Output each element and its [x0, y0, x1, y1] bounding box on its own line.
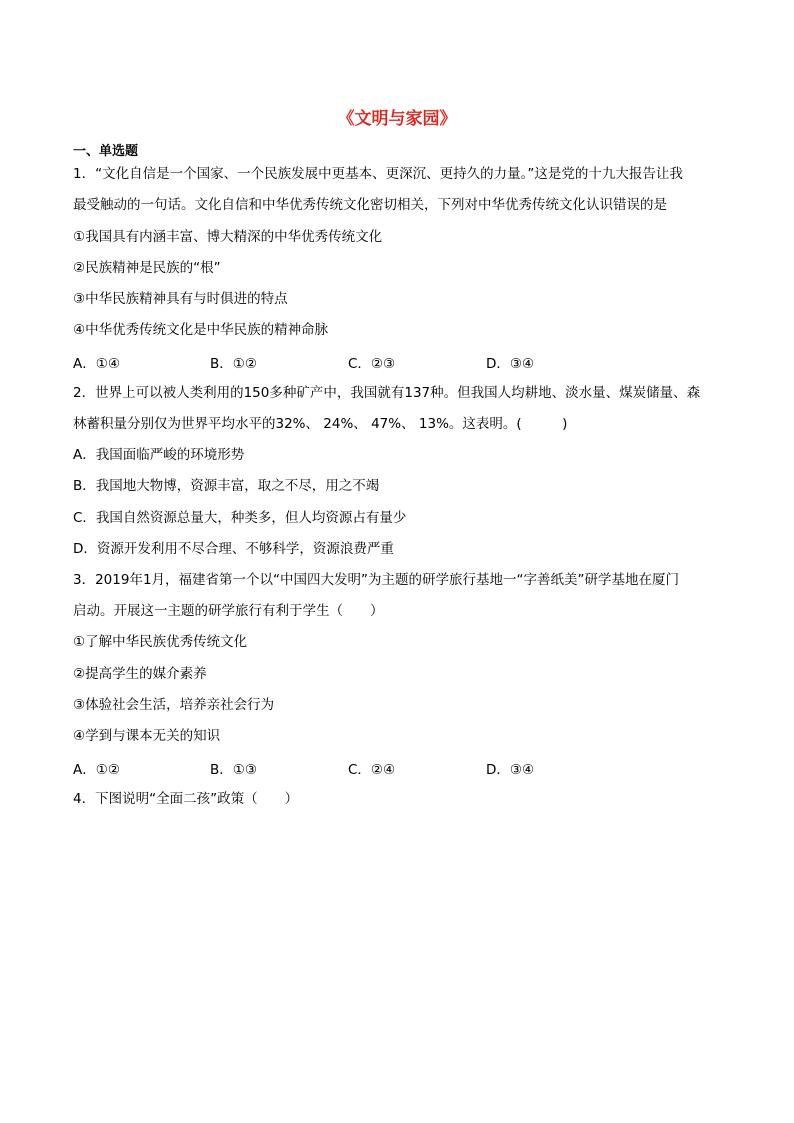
q1-item-2: ②民族精神是民族的“根” [73, 260, 221, 276]
q3-option-b[interactable]: B．①③ [210, 762, 257, 778]
q3-item-4: ④学到与课本无关的知识 [73, 728, 221, 744]
q3-stem-line-2: 启动。开展这一主题的研学旅行有利于学生（ ） [73, 603, 384, 619]
q3-options [73, 758, 733, 778]
q2-option-c[interactable]: C．我国自然资源总量大，种类多，但人均资源占有量少 [73, 510, 407, 526]
q1-option-b[interactable]: B．①② [210, 356, 257, 372]
q3-stem-line-1: 3．2019年1月，福建省第一个以“中国四大发明”为主题的研学旅行基地一“字善纸美”研学基地在厦门 [73, 572, 680, 588]
q2-stem-line-2: 林蓄积量分别仅为世界平均水平的32%、 24%、 47%、 13%。这表明。( ) [73, 416, 568, 432]
q1-option-d[interactable]: D．③④ [486, 356, 535, 372]
q3-option-c[interactable]: C．②④ [348, 762, 396, 778]
q1-item-4: ④中华优秀传统文化是中华民族的精神命脉 [73, 322, 329, 338]
section-heading: 一、单选题 [73, 144, 139, 159]
document-title: 《文明与家园》 [337, 109, 457, 129]
q2-stem-line-1: 2．世界上可以被人类利用的150多种矿产中，我国就有137种。但我国人均耕地、淡水量、煤炭储量、森 [73, 385, 701, 401]
q3-option-d[interactable]: D．③④ [486, 762, 535, 778]
q4-stem: 4．下图说明“全面二孩”政策（ ） [73, 791, 299, 807]
q1-stem-line-2: 最受触动的一句话。文化自信和中华优秀传统文化密切相关，下列对中华优秀传统文化认识错误的是 [73, 197, 667, 213]
q1-item-3: ③中华民族精神具有与时俱进的特点 [73, 291, 288, 307]
q1-option-a[interactable]: A．①④ [73, 356, 120, 372]
q1-option-c[interactable]: C．②③ [348, 356, 396, 372]
q2-option-b[interactable]: B．我国地大物博，资源丰富，取之不尽，用之不竭 [73, 478, 380, 494]
q3-item-3: ③体验社会生活，培养亲社会行为 [73, 697, 275, 713]
q2-option-d[interactable]: D．资源开发利用不尽合理、不够科学，资源浪费严重 [73, 541, 394, 557]
q3-option-a[interactable]: A．①② [73, 762, 120, 778]
q3-item-2: ②提高学生的媒介素养 [73, 666, 207, 682]
q1-options [73, 352, 733, 372]
q3-item-1: ①了解中华民族优秀传统文化 [73, 634, 248, 650]
q1-stem-line-1: 1．“文化自信是一个国家、一个民族发展中更基本、更深沉、更持久的力量。”这是党的十九大报告让我 [73, 166, 683, 182]
q2-option-a[interactable]: A．我国面临严峻的环境形势 [73, 447, 245, 463]
q1-item-1: ①我国具有内涵丰富、博大精深的中华优秀传统文化 [73, 229, 383, 245]
